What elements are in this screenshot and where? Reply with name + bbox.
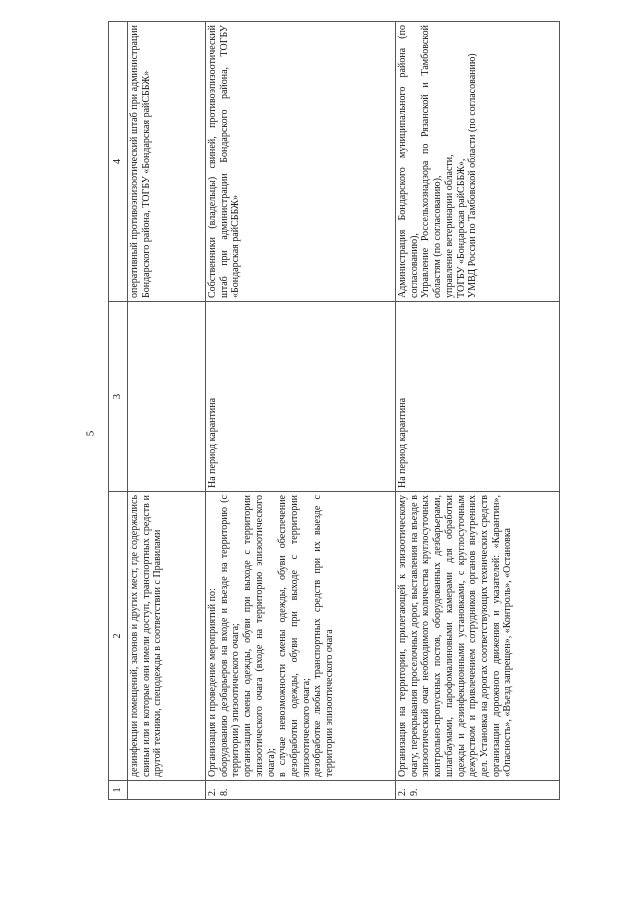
table-row — [206, 22, 396, 800]
term-cell: На период карантина — [396, 302, 560, 492]
term-cell — [128, 302, 206, 492]
cell-line: УМВД России по Тамбовской области (по согласованию) — [467, 53, 479, 298]
header-col-1: 1 — [109, 781, 128, 800]
table-row — [128, 22, 206, 800]
table-row — [396, 22, 560, 800]
cell-line: Управление Россельхознадзора по Рязанской и Тамбовской областям (по согласованию), — [420, 25, 444, 298]
row-number — [128, 781, 206, 800]
measure-cell — [206, 492, 396, 781]
cell-line: дезобработке любых транспортных средств при их выезде с территории эпизоотического очага — [312, 495, 336, 777]
responsible-cell: Собственники (владельцы) свиней, противоэпизоотический штаб при администрации Бондарского района, ТОГБУ «Бондарская райСББЖ» — [206, 22, 396, 302]
cell-line: ТОГБУ «Бондарская райСББЖ», — [455, 158, 467, 298]
cell-line: Организация и проведение мероприятий по: — [207, 588, 218, 777]
row-number: 2.8. — [206, 781, 396, 800]
row-number: 2.9. — [396, 781, 560, 800]
header-col-3: 3 — [109, 302, 128, 492]
header-col-4: 4 — [109, 22, 128, 302]
responsible-cell: оперативный противоэпизоотический штаб при администрации Бондарского района, ТОГБУ «Бондарская райСББЖ» — [128, 22, 206, 302]
measure-cell: Организация на территории, прилегающей к эпизоотическому очагу, перекрывания проселочных дорог, выставления на въезде в эпизоотический очаг необходимого количества круглосуточных контрольно-пропускных постов, оборудованных дезбарьерами, шлагбаумами, парофомалиновыми камерами для обработки одежды и дезинфекционными установками, с круглосуточным дежурством и привлечением сотрудников органов внутренних дел. Установка на дорогах соответствующих технических средств организации дорожного движения и указателей: «Карантин», «Опасность», «Въезд запрещен», «Контроль», «Остановка — [396, 492, 560, 781]
cell-line: управление ветеринарии области, — [443, 154, 455, 298]
cell-line: организации смены одежды, обуви при выходе с территории эпизоотического очага (входе на территорию эпизоотического очага); — [242, 495, 277, 777]
cell-line: оборудованию дезбарьеров на входе и въезде на территорию (с территории) эпизоотического очага; — [218, 495, 242, 777]
measures-table — [108, 21, 560, 800]
responsible-cell — [396, 22, 560, 302]
term-cell: На период карантина — [206, 302, 396, 492]
table-container — [108, 22, 560, 800]
measure-cell: дезинфекции помещений, загонов и других мест, где содержались свиньи или в которые они имели доступ, транспортных средств и другой техники, спецодежды в соответствии с Правилами — [128, 492, 206, 781]
cell-line: в случае невозможности смены одежды, обуви обеспечение дезобработки одежды, обуви при выходе с территории эпизоотического очага; — [277, 495, 312, 777]
page-number: 5 — [84, 430, 97, 437]
header-row — [109, 22, 128, 800]
cell-line: Администрация Бондарского муниципального района (по согласованию), — [397, 25, 420, 298]
header-col-2: 2 — [109, 492, 128, 781]
